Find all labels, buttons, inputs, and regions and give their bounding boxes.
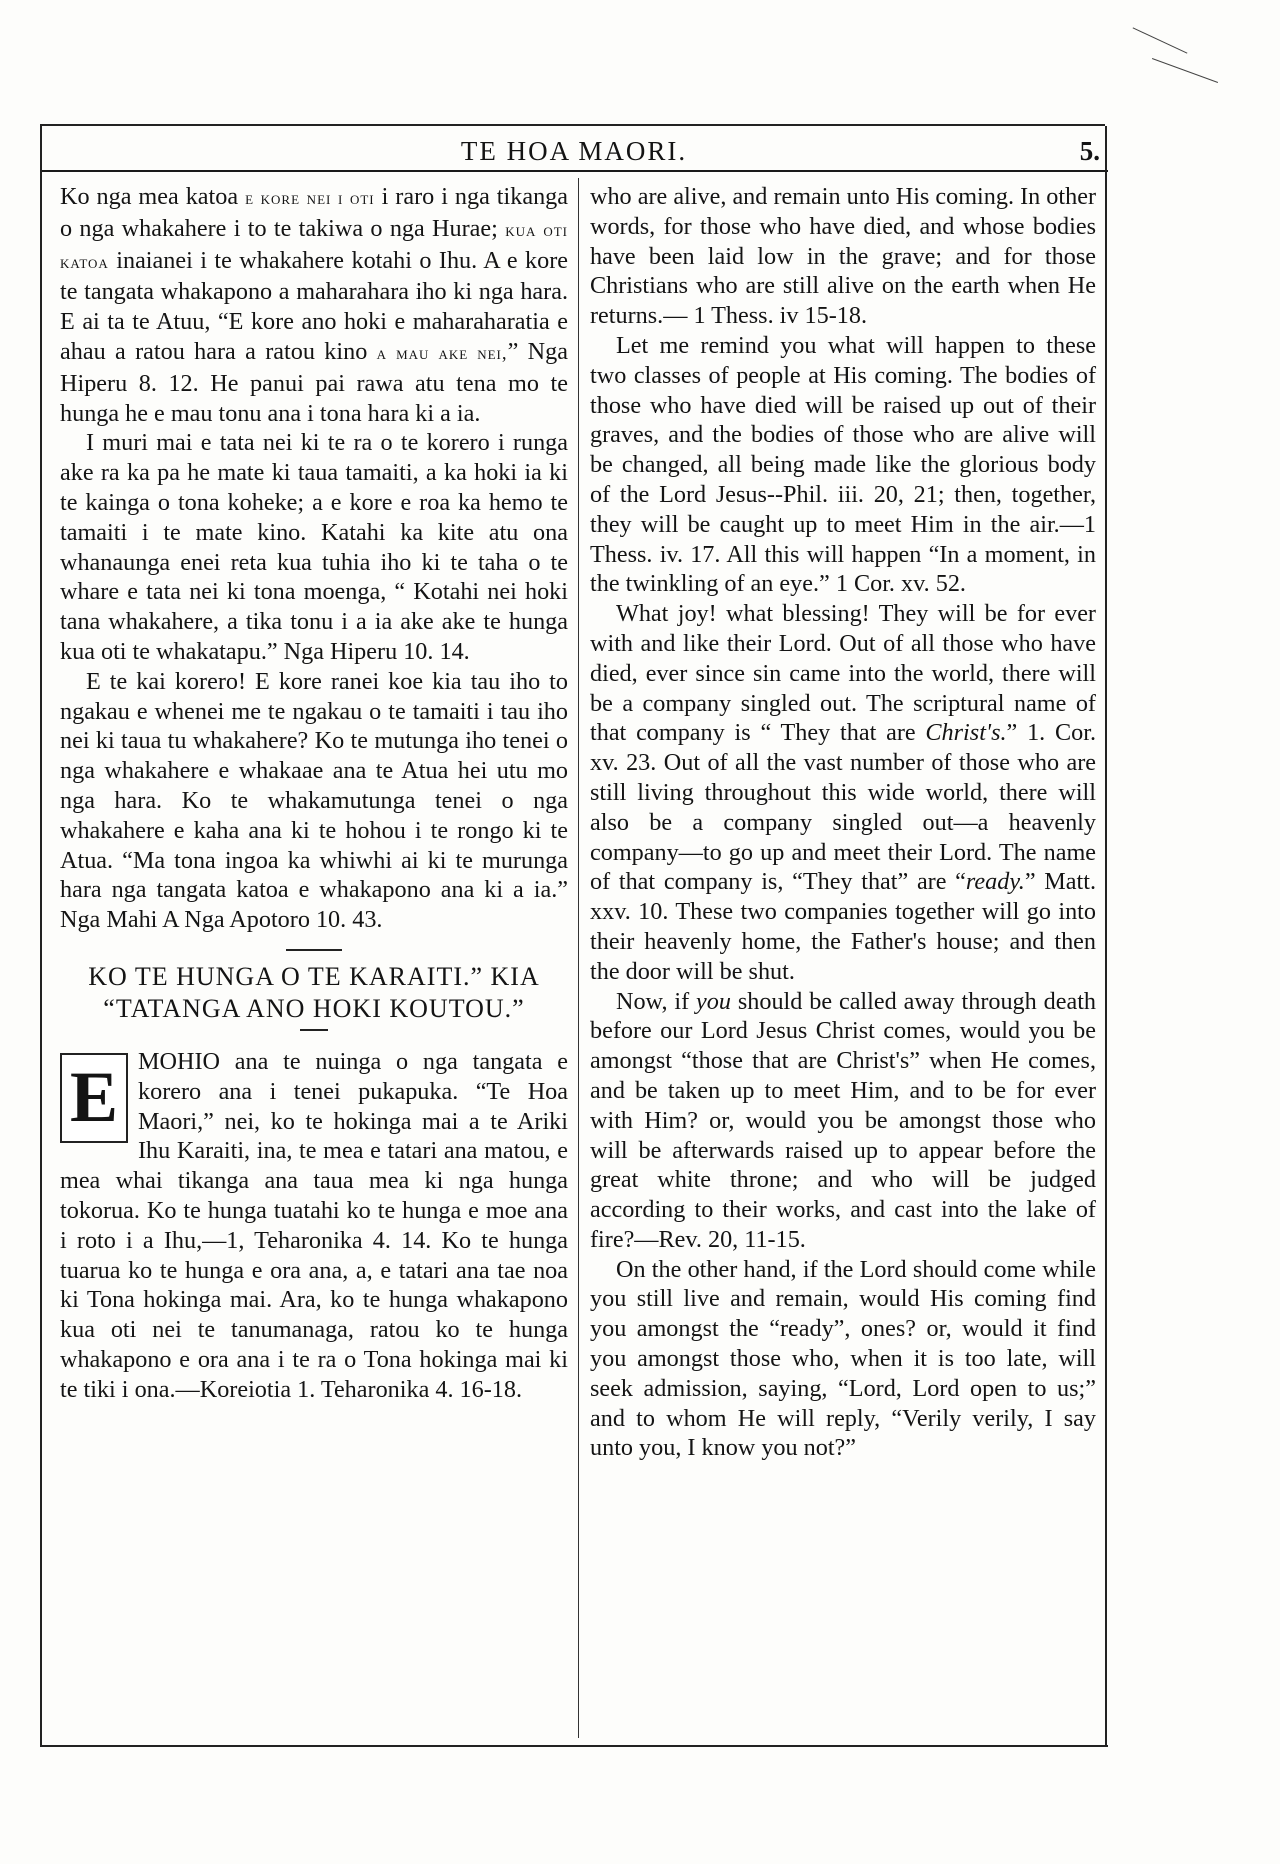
- paragraph: E te kai korero! E kore ranei koe kia tau iho to ngakau e whenei me te ngakau o te tamaiti i tau iho nei ki taua tu whakahere? Ko te mutunga iho tenei o nga whakahere e whakaae ana te Atua hei utu mo nga hara. Ko te whakamutunga tenei o nga whakahere e kaha ana ki te hohou i te rongo ki te Atua. “Ma tona ingoa ka whiwhi ai ki te murunga hara nga tangata katoa e whakapono ana ki a ia.” Nga Mahi A Nga Apotoro 10. 43.: [60, 667, 568, 934]
- drop-cap: E: [60, 1053, 128, 1143]
- column-divider: [578, 178, 579, 1738]
- scan-mark: [1152, 58, 1218, 83]
- paragraph: [590, 599, 1096, 986]
- italic-text: Christ's.: [925, 719, 1007, 747]
- text-run: Ko nga mea katoa: [60, 183, 246, 210]
- headline-line: “TATANGA ANO HOKI KOUTOU.”: [103, 993, 525, 1023]
- paragraph: Let me remind you what will happen to these two classes of people at His coming. The bodies of those who have died will be raised up out of their graves, and the bodies of those who are alive will be changed, all being made like the glorious body of the Lord Jesus--Phil. iii. 20, 21; then, together, they will be caught up to meet Him in the air.—1 Thess. iv. 17. All this will happen “In a moment, in the twinkling of an eye.” 1 Cor. xv. 52.: [590, 331, 1096, 598]
- page-title: TE HOA MAORI.: [460, 136, 688, 166]
- small-caps-text: a mau ake nei,: [376, 342, 508, 364]
- paragraph: [60, 1047, 568, 1405]
- text-run: MOHIO ana te nuinga o nga tangata e korero ana i tenei pukapuka. “Te Hoa Maori,” nei, ko te hokinga mai a te Ariki Ihu Karaiti, ina, te mea e tatari ana matou, e mea whai tikanga ana taua mea ki nga hunga tokorua. Ko te hunga tuatahi ko te hunga e moe ana i roto i a Ihu,—1, Teharonika 4. 14. Ko te hunga tuarua ko te hunga e ora ana, a, e tatari ana tae noa ki Tona hokinga mai. Ara, ko te hunga whakapono kua oti nei te tanumanaga, ratou ko te hunga whakapono e ora ana i te ra o Tona hokinga mai ki te tiki i ona.—Koreiotia 1. Teharonika 4. 16-18.: [60, 1047, 568, 1403]
- paragraph: who are alive, and remain unto His coming. In other words, for those who have died, and whose bodies have been laid low in the grave; and for those Christians who are still alive on the earth when He returns.— 1 Thess. iv 15-18.: [590, 183, 1096, 330]
- paragraph: On the other hand, if the Lord should come while you still live and remain, would His coming find you amongst the “ready”, ones? or, would it find you amongst those who, when it is too late, will seek admission, saying, “Lord, Lord open to us;” and to whom He will reply, “Verily verily, I say unto you, I know you not?”: [590, 1255, 1096, 1462]
- frame-right-border: [1105, 126, 1107, 1746]
- header-top-rule: [40, 124, 1105, 126]
- text-run: What joy! what blessing! They will be for ever with and like their Lord. Out of all those who have died, ever since sin came into the world, there will be a company singled out. The scriptural name of that company is “ They that are: [590, 600, 1096, 747]
- italic-text: ready.: [965, 868, 1025, 896]
- paragraph: [60, 182, 568, 428]
- text-run: inaianei i te whakahere kotahi o Ihu. A e kore te tangata whakapono a maharahara iho ki nga hara. E ai ta te Atuu, “E kore ano hoki e maharaharatia e ahau a ratou hara a ratou kino: [60, 246, 568, 365]
- text-run: ” Matt. xxv. 10. These two companies together will go into their heavenly home, the Father's house; and then the door will be shut.: [590, 868, 1096, 985]
- text-run: Now, if: [616, 987, 697, 1015]
- paragraph: [590, 987, 1096, 1255]
- page-number: 5.: [1079, 136, 1100, 166]
- page-header: [40, 128, 1108, 172]
- paragraph: I muri mai e tata nei ki te ra o te korero i runga ake ra ka pa he mate ki taua tamaiti, a ka hoki ia ki te kainga o tona koheke; a e kore e roa ka hemo te tamaiti i te mate kino. Katahi ka kite atu ona whanaunga enei reta kua tuhia iho ki te taha o te whare e tata nei ki tona moenga, “ Kotahi nei hoki tana whakahere, a tika tonu i a ia ake ake te hunga kua oti te whakatapu.” Nga Hiperu 10. 14.: [60, 429, 568, 665]
- italic-text: you: [696, 987, 731, 1015]
- text-run: ” Nga Hiperu 8. 12. He panui pai rawa atu tena mo te hunga he e mau tonu ana i tona hara ki a ia.: [60, 337, 568, 427]
- section-divider: [286, 949, 342, 951]
- small-caps-text: kua oti katoa: [60, 219, 568, 273]
- text-run: ” 1. Cor. xv. 23. Out of all the vast number of those who are still living throughout this wide world, there will also be a company singled out—a heavenly company—to go up and meet their Lord. The name of that company is, “They that” are “: [590, 719, 1097, 896]
- left-column: [60, 182, 568, 1404]
- text-run: should be called away through death before our Lord Jesus Christ comes, would you be amongst “those that are Christ's” when He comes, and be taken up to meet Him, and to be for ever with Him? or, would you be amongst those who will be afterwards raised up to appear before the great white throne; and who will be judged according to their works, and cast into the lake of fire?—Rev. 20, 11-15.: [590, 987, 1097, 1253]
- small-caps-text: e kore nei i oti: [245, 188, 375, 209]
- headline-line: KO TE HUNGA O TE KARAITI.” KIA: [88, 961, 540, 991]
- article-headline: [60, 961, 568, 1025]
- frame-bottom-border: [40, 1745, 1108, 1747]
- scan-mark: [1133, 27, 1188, 53]
- text-run: i raro i nga tikanga o nga whakahere i to te takiwa o nga Hurae;: [60, 183, 568, 242]
- headline-divider: [300, 1029, 328, 1031]
- right-column: [590, 182, 1096, 1463]
- frame-left-border: [40, 126, 42, 1746]
